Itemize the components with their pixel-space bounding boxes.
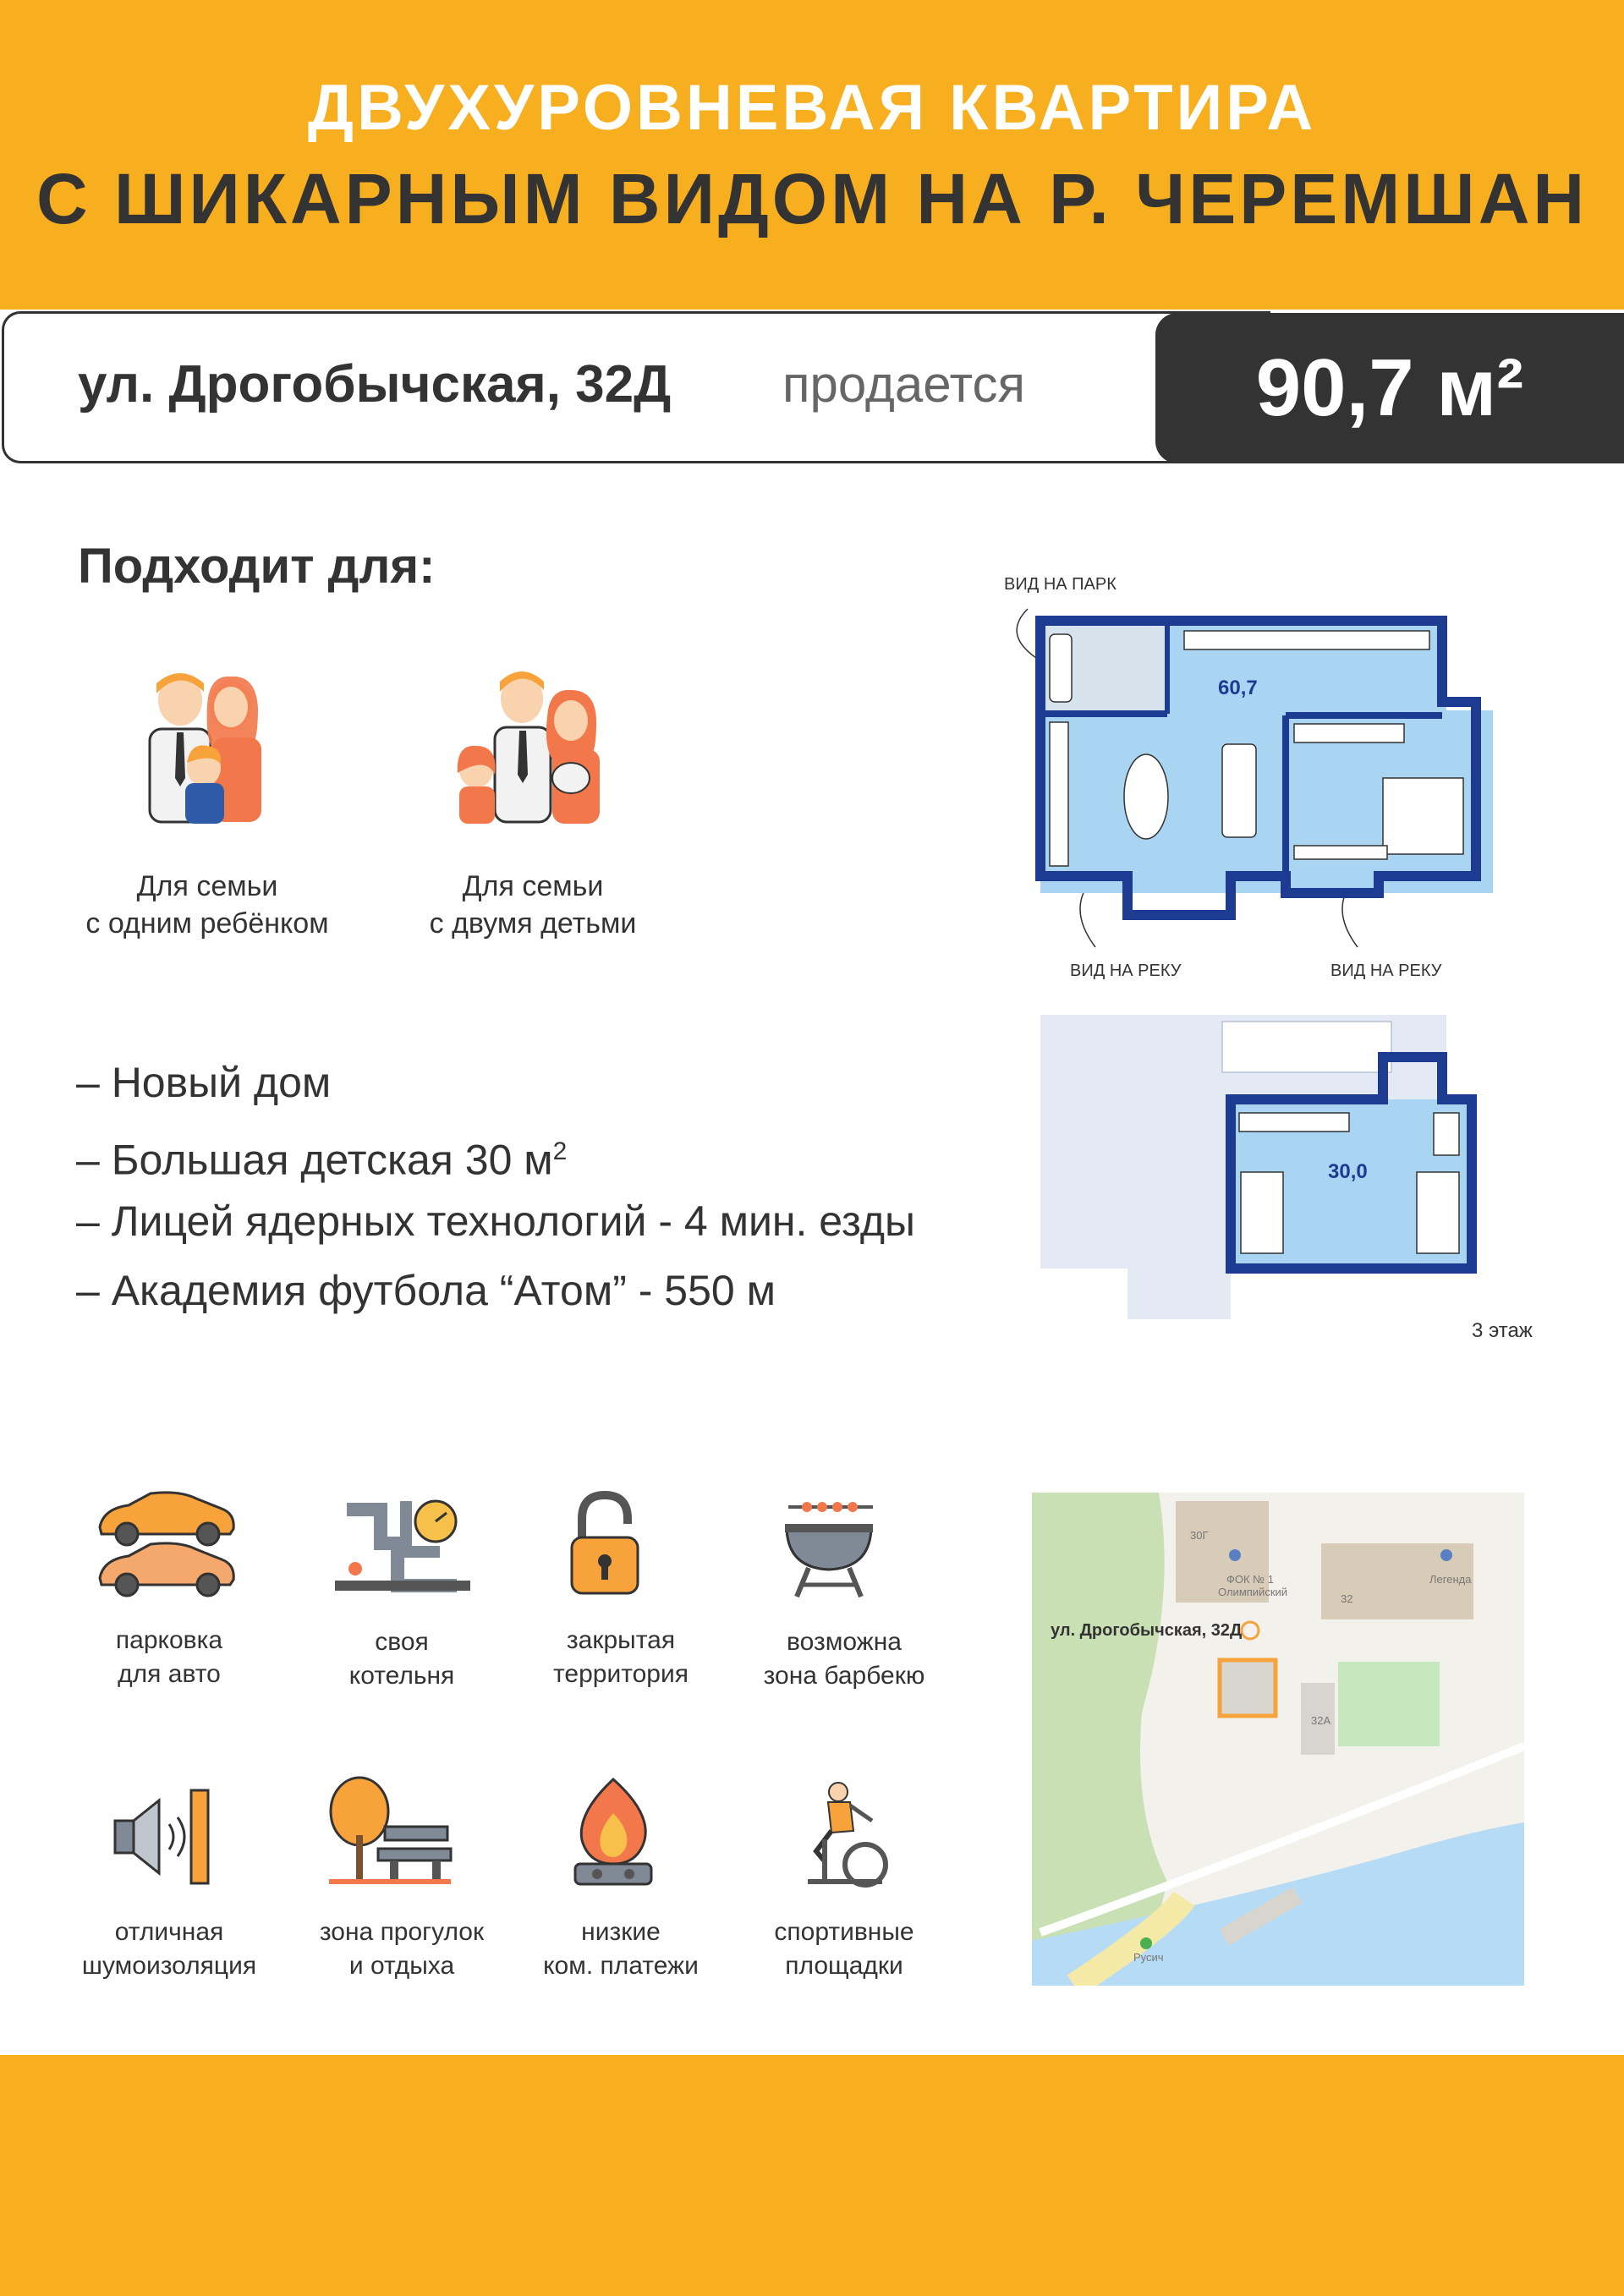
boiler-pipes-icon (330, 1493, 474, 1603)
grill-icon (778, 1490, 880, 1600)
view-river-label: ВИД НА РЕКУ (1070, 962, 1182, 980)
sale-status: продается (782, 356, 1025, 413)
view-river-label: ВИД НА РЕКУ (1330, 962, 1442, 980)
feature-sup: 2 (552, 1137, 568, 1165)
caption-line: котельня (348, 1662, 455, 1690)
amenity-caption-closed-territory (511, 1624, 731, 1691)
caption-line: возможна (787, 1628, 902, 1656)
address: ул. Дрогобычская, 32Д (78, 355, 672, 414)
speaker-insulation-icon (110, 1789, 211, 1886)
map-label: 32А (1311, 1714, 1331, 1727)
caption-line: зона прогулок (319, 1918, 485, 1946)
map-label: Русич (1133, 1951, 1164, 1964)
family-two-children-icon (453, 668, 613, 829)
caption-line: и отдыха (348, 1952, 455, 1980)
title-line-1: ДВУХУРОВНЕВАЯ КВАРТИРА (307, 72, 1317, 144)
caption-line: зона барбекю (763, 1662, 925, 1690)
exercise-bike-icon (791, 1780, 888, 1890)
map-label: ФОК № 1 (1226, 1573, 1274, 1586)
lower-area-label: 60,7 (1218, 677, 1258, 699)
caption-line: ком. платежи (543, 1952, 699, 1980)
floor-plan (1002, 600, 1493, 1345)
upper-area-label: 30,0 (1328, 1160, 1368, 1183)
map-label: 32 (1341, 1592, 1353, 1605)
lower-level-plan (1040, 621, 1493, 915)
caption-line: спортивные (774, 1918, 914, 1946)
caption-line: с двумя детьми (429, 907, 637, 940)
car-icon (95, 1490, 239, 1600)
amenity-caption-noise (59, 1915, 279, 1983)
caption-line: низкие (581, 1918, 661, 1946)
amenity-caption-sport (734, 1915, 954, 1983)
caption-line: Для семьи (136, 870, 278, 902)
caption-line: закрытая (566, 1626, 676, 1654)
family-one-child-icon (131, 668, 283, 829)
floor-label: 3 этаж (1472, 1319, 1533, 1342)
caption-line: парковка (115, 1626, 223, 1654)
view-park-label: ВИД НА ПАРК (1004, 575, 1116, 594)
feature-text: – Большая детская (76, 1136, 453, 1184)
feature-lyceum: – Лицей ядерных технологий - 4 мин. езды (76, 1197, 915, 1245)
amenity-caption-walk (292, 1915, 512, 1983)
location-map (1032, 1493, 1524, 1986)
map-address-label: ул. Дрогобычская, 32Д (1051, 1621, 1243, 1640)
amenity-caption-parking (59, 1624, 279, 1691)
map-label: Олимпийский (1218, 1586, 1288, 1598)
amenity-caption-bbq (734, 1625, 954, 1693)
caption-line: площадки (785, 1952, 903, 1980)
feature-kids-room (76, 1122, 567, 1190)
amenity-caption-boiler (292, 1625, 512, 1693)
map-label: 30Г (1190, 1529, 1209, 1542)
padlock-icon (567, 1490, 643, 1600)
feature-new-house: – Новый дом (76, 1059, 332, 1106)
family-two-children-caption (385, 868, 681, 942)
park-bench-icon (326, 1776, 453, 1886)
family-one-child-caption (59, 868, 355, 942)
feature-football: – Академия футбола “Атом” - 550 м (76, 1267, 776, 1314)
caption-line: шумоизоляция (81, 1952, 257, 1980)
caption-line: своя (375, 1628, 429, 1656)
upper-level-plan (1040, 1015, 1472, 1319)
total-area: 90,7 м² (1255, 342, 1524, 433)
feature-value: 30 м (464, 1136, 553, 1184)
amenity-caption-utilities (511, 1915, 731, 1983)
suitable-heading: Подходит для: (78, 539, 436, 594)
footer-banner (0, 2055, 1624, 2296)
caption-line: отличная (114, 1918, 224, 1946)
caption-line: территория (553, 1660, 689, 1688)
caption-line: для авто (118, 1660, 221, 1688)
caption-line: Для семьи (462, 870, 604, 902)
map-label: Легенда (1429, 1573, 1472, 1586)
caption-line: с одним ребёнком (85, 907, 329, 940)
title-line-2: С ШИКАРНЫМ ВИДОМ НА Р. ЧЕРЕМШАН (36, 159, 1588, 238)
gas-flame-icon (567, 1776, 660, 1890)
